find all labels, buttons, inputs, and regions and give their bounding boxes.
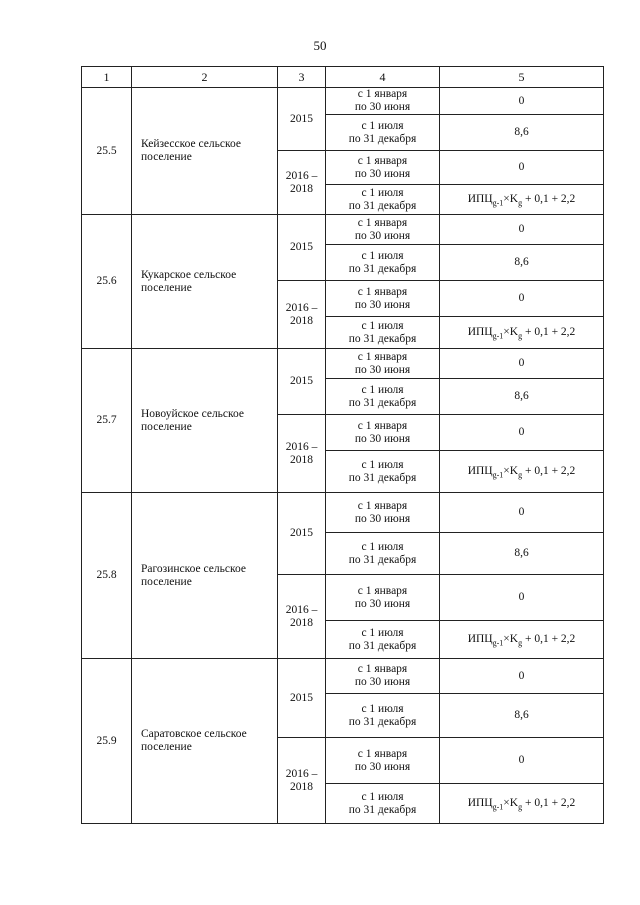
rate-value: [440, 185, 604, 215]
rate-value: [440, 451, 604, 493]
formula-mult: ×K: [503, 193, 519, 205]
rate-formula: [467, 633, 576, 648]
settlement-name: Саратовское сельское поселение: [132, 659, 278, 824]
date-range: [326, 379, 440, 415]
row-number: 25.7: [82, 349, 132, 493]
date-range: [326, 115, 440, 151]
table-row: [82, 659, 604, 694]
date-range: [326, 281, 440, 317]
date-range: [326, 317, 440, 349]
date-range-start: с 1 января: [357, 663, 408, 675]
settlement-name: Новоуйское сельское поселение: [132, 349, 278, 493]
date-range-start: с 1 июля: [361, 383, 404, 396]
rate-value: 8,6: [440, 694, 604, 738]
rate-value: 0: [440, 738, 604, 784]
table-row: [82, 493, 604, 533]
rate-value: [440, 784, 604, 824]
settlement-name: Рагозинское сельское поселение: [132, 493, 278, 659]
date-range-end: по 30 июня: [354, 167, 411, 180]
date-range-end: по 31 декабря: [348, 715, 417, 728]
date-range: [326, 738, 440, 784]
row-number: 25.8: [82, 493, 132, 659]
date-range-start: с 1 января: [357, 216, 408, 229]
period-year: 2016 – 2018: [278, 281, 326, 349]
formula-sub1: g-1: [492, 638, 504, 648]
rate-value: 0: [440, 415, 604, 451]
header-cell: 1: [82, 67, 132, 88]
formula-sub1: g-1: [492, 331, 504, 341]
date-range-end: по 31 декабря: [348, 471, 417, 484]
period-year: 2016 – 2018: [278, 738, 326, 824]
rate-value: [440, 317, 604, 349]
date-range-end: по 30 июня: [354, 363, 411, 376]
rate-formula: [467, 797, 576, 812]
page-number: 50: [313, 38, 327, 53]
rate-value: 0: [440, 349, 604, 379]
rate-value: 0: [440, 215, 604, 245]
formula-rest: + 0,1 + 2,2: [522, 633, 576, 645]
date-range-start: с 1 января: [357, 419, 408, 432]
date-range: [326, 151, 440, 185]
formula-sub2: g: [518, 198, 523, 208]
date-range-end: по 31 декабря: [348, 132, 417, 145]
date-range-end: по 30 июня: [354, 676, 411, 688]
date-range-start: с 1 января: [357, 499, 408, 512]
formula-rest: + 0,1 + 2,2: [522, 193, 576, 205]
date-range-end: по 31 декабря: [348, 332, 417, 345]
formula-sub1: g-1: [492, 470, 504, 480]
date-range-start: с 1 июля: [361, 790, 404, 803]
date-range: [326, 659, 440, 694]
formula-base: ИПЦ: [467, 193, 493, 205]
header-row: [82, 67, 604, 88]
date-range-end: по 30 июня: [354, 101, 411, 113]
date-range-start: с 1 июля: [361, 702, 404, 715]
date-range-end: по 31 декабря: [348, 199, 417, 212]
date-range-start: с 1 июля: [361, 319, 404, 332]
date-range: [326, 451, 440, 493]
formula-base: ИПЦ: [467, 797, 493, 809]
rate-value: [440, 621, 604, 659]
period-year: 2016 – 2018: [278, 151, 326, 215]
date-range-end: по 30 июня: [354, 512, 411, 525]
period-year: 2015: [278, 659, 326, 738]
row-number: 25.6: [82, 215, 132, 349]
date-range-start: с 1 июля: [361, 119, 404, 132]
formula-mult: ×K: [503, 797, 519, 809]
period-year: 2015: [278, 493, 326, 575]
settlement-name: Кейзесское сельское поселение: [132, 88, 278, 215]
rate-value: 0: [440, 151, 604, 185]
date-range: [326, 88, 440, 115]
rate-value: 0: [440, 281, 604, 317]
row-number: 25.9: [82, 659, 132, 824]
date-range: [326, 533, 440, 575]
date-range-start: с 1 июля: [361, 540, 404, 553]
date-range: [326, 493, 440, 533]
date-range-end: по 30 июня: [354, 229, 411, 242]
formula-sub1: g-1: [492, 198, 504, 208]
date-range-start: с 1 июля: [361, 458, 404, 471]
date-range-start: с 1 января: [357, 584, 408, 597]
row-number: 25.5: [82, 88, 132, 215]
formula-rest: + 0,1 + 2,2: [522, 326, 576, 338]
rate-value: 0: [440, 659, 604, 694]
formula-mult: ×K: [503, 326, 519, 338]
table-row: [82, 215, 604, 245]
date-range-end: по 31 декабря: [348, 553, 417, 566]
date-range: [326, 621, 440, 659]
formula-sub2: g: [518, 802, 523, 812]
tariff-table: [81, 66, 604, 824]
rate-value: 8,6: [440, 245, 604, 281]
date-range: [326, 215, 440, 245]
formula-sub2: g: [518, 638, 523, 648]
period-year: 2015: [278, 215, 326, 281]
formula-sub2: g: [518, 331, 523, 341]
period-year: 2015: [278, 349, 326, 415]
date-range-start: с 1 июля: [361, 186, 404, 199]
date-range: [326, 575, 440, 621]
date-range: [326, 415, 440, 451]
formula-base: ИПЦ: [467, 465, 493, 477]
rate-value: 8,6: [440, 533, 604, 575]
date-range-start: с 1 июля: [361, 249, 404, 262]
rate-value: 8,6: [440, 379, 604, 415]
rate-value: 0: [440, 88, 604, 115]
date-range: [326, 784, 440, 824]
period-year: 2016 – 2018: [278, 415, 326, 493]
date-range-start: с 1 января: [357, 154, 408, 167]
date-range-start: с 1 января: [357, 285, 408, 298]
rate-formula: [467, 465, 576, 480]
rate-formula: [467, 326, 576, 341]
date-range: [326, 245, 440, 281]
date-range: [326, 694, 440, 738]
date-range-start: с 1 января: [357, 350, 408, 363]
date-range-end: по 31 декабря: [348, 262, 417, 275]
date-range: [326, 349, 440, 379]
formula-base: ИПЦ: [467, 326, 493, 338]
date-range-end: по 31 декабря: [348, 803, 417, 816]
formula-mult: ×K: [503, 465, 519, 477]
formula-rest: + 0,1 + 2,2: [522, 797, 576, 809]
date-range-end: по 30 июня: [354, 432, 411, 445]
header-cell: 3: [278, 67, 326, 88]
date-range-start: с 1 января: [357, 747, 408, 760]
date-range-end: по 30 июня: [354, 298, 411, 311]
date-range-start: с 1 июля: [361, 626, 404, 639]
rate-value: 0: [440, 575, 604, 621]
date-range-end: по 30 июня: [354, 597, 411, 610]
table-row: [82, 349, 604, 379]
date-range-end: по 30 июня: [354, 760, 411, 773]
settlement-name: Кукарское сельское поселение: [132, 215, 278, 349]
formula-sub1: g-1: [492, 802, 504, 812]
date-range-end: по 31 декабря: [348, 639, 417, 652]
period-year: 2016 – 2018: [278, 575, 326, 659]
date-range-end: по 31 декабря: [348, 396, 417, 409]
date-range: [326, 185, 440, 215]
header-cell: 4: [326, 67, 440, 88]
formula-rest: + 0,1 + 2,2: [522, 465, 576, 477]
rate-formula: [467, 193, 576, 208]
period-year: 2015: [278, 88, 326, 151]
rate-value: 0: [440, 493, 604, 533]
date-range-start: с 1 января: [357, 88, 408, 100]
formula-mult: ×K: [503, 633, 519, 645]
formula-sub2: g: [518, 470, 523, 480]
table-row: [82, 88, 604, 115]
header-cell: 5: [440, 67, 604, 88]
header-cell: 2: [132, 67, 278, 88]
formula-base: ИПЦ: [467, 633, 493, 645]
rate-value: 8,6: [440, 115, 604, 151]
